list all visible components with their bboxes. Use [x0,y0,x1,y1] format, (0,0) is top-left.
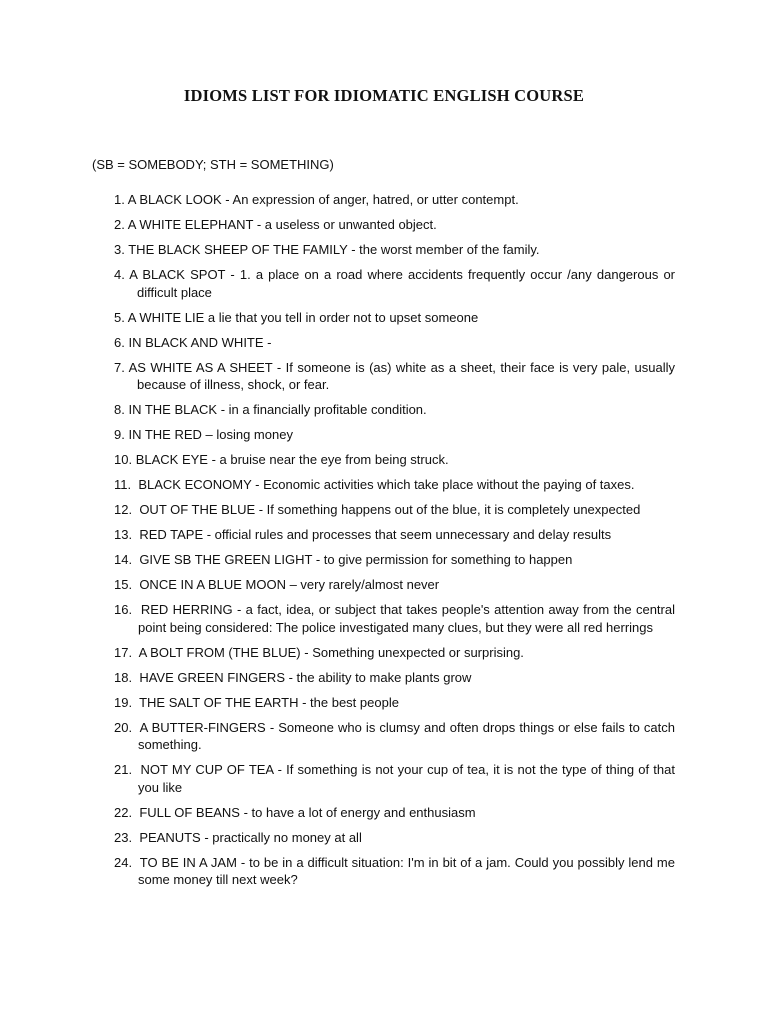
item-text: OUT OF THE BLUE - If something happens out of the blue, it is completely unexpected [139,502,641,517]
list-item [114,266,675,301]
item-number: 2. [114,217,125,232]
item-text: IN BLACK AND WHITE - [128,334,272,350]
document-title: IDIOMS LIST FOR IDIOMATIC ENGLISH COURSE [183,86,585,105]
item-text: AS WHITE AS A SHEET - If someone is (as) white as a sheet, their face is very pale, usually because of illness, shock, or fear. [128,359,675,392]
item-text: A WHITE LIE a lie that you tell in order not to upset someone [127,309,479,325]
item-text: FULL OF BEANS - to have a lot of energy and enthusiasm [139,804,476,820]
item-text: IN THE BLACK - in a financially profitable condition. [128,402,427,417]
item-number: 8. [114,402,125,417]
list-item [114,694,675,712]
item-number: 5. [114,309,125,325]
item-text: RED TAPE - official rules and processes that seem unnecessary and delay results [139,527,612,542]
item-number: 21. [114,762,133,777]
list-item [114,601,675,636]
list-item [114,451,675,469]
list-item [114,576,675,594]
item-number: 23. [114,829,133,845]
item-number: 19. [114,694,133,710]
list-item [114,191,675,209]
item-text: NOT MY CUP OF TEA - If something is not your cup of tea, it is not the type of thing of that you like [138,762,675,795]
item-number: 24. [114,854,133,870]
item-number: 1. [114,192,125,207]
list-item [114,426,675,444]
item-text: BLACK EYE - a bruise near the eye from being struck. [135,452,449,467]
list-item [114,804,675,822]
list-item [114,829,675,847]
idioms-list [114,191,675,896]
item-text: ONCE IN A BLUE MOON – very rarely/almost never [139,577,440,592]
list-item [114,241,675,259]
item-text: A WHITE ELEPHANT - a useless or unwanted object. [127,217,437,232]
item-number: 15. [114,577,133,592]
list-item [114,526,675,544]
list-item [114,476,675,494]
item-text: A BLACK SPOT - 1. a place on a road where accidents frequently occur /any dangerous or difficult place [129,267,675,300]
item-text: A BUTTER-FINGERS - Someone who is clumsy and often drops things or else fails to catch something. [138,719,675,752]
item-number: 17. [114,644,133,660]
item-number: 20. [114,719,133,735]
list-item [114,644,675,662]
item-text: IN THE RED – losing money [128,427,293,442]
item-text: HAVE GREEN FINGERS - the ability to make plants grow [139,669,472,685]
list-item [114,309,675,327]
item-text: A BLACK LOOK - An expression of anger, hatred, or utter contempt. [127,192,519,207]
item-number: 13. [114,527,133,542]
list-item [114,401,675,419]
item-number: 3. [114,242,125,257]
item-text: TO BE IN A JAM - to be in a difficult situation: I'm in bit of a jam. Could you possibly lend me some money till next week? [138,854,675,887]
list-item [114,334,675,352]
item-text: RED HERRING - a fact, idea, or subject that takes people's attention away from the central point being considered: The police investigated many clues, but they were all red herrings [138,602,675,635]
item-number: 18. [114,669,133,685]
item-number: 7. [114,359,125,375]
item-number: 6. [114,334,125,350]
list-item [114,854,675,889]
list-item [114,761,675,796]
item-number: 12. [114,502,133,517]
item-text: PEANUTS - practically no money at all [139,829,362,845]
list-item [114,501,675,519]
item-text: THE SALT OF THE EARTH - the best people [139,694,399,710]
item-number: 22. [114,804,133,820]
list-item [114,719,675,754]
item-text: GIVE SB THE GREEN LIGHT - to give permission for something to happen [139,552,573,567]
item-text: THE BLACK SHEEP OF THE FAMILY - the worst member of the family. [128,242,540,257]
list-item [114,359,675,394]
item-number: 4. [114,267,125,282]
item-number: 10. [114,452,133,467]
item-number: 14. [114,552,133,567]
item-text: A BOLT FROM (THE BLUE) - Something unexpected or surprising. [138,644,524,660]
item-number: 11. [114,477,132,492]
list-item [114,551,675,569]
list-item [114,669,675,687]
abbreviation-note: (SB = SOMEBODY; STH = SOMETHING) [92,157,334,172]
item-number: 9. [114,427,125,442]
list-item [114,216,675,234]
item-number: 16. [114,602,133,617]
item-text: BLACK ECONOMY - Economic activities which take place without the paying of taxes. [138,477,635,492]
